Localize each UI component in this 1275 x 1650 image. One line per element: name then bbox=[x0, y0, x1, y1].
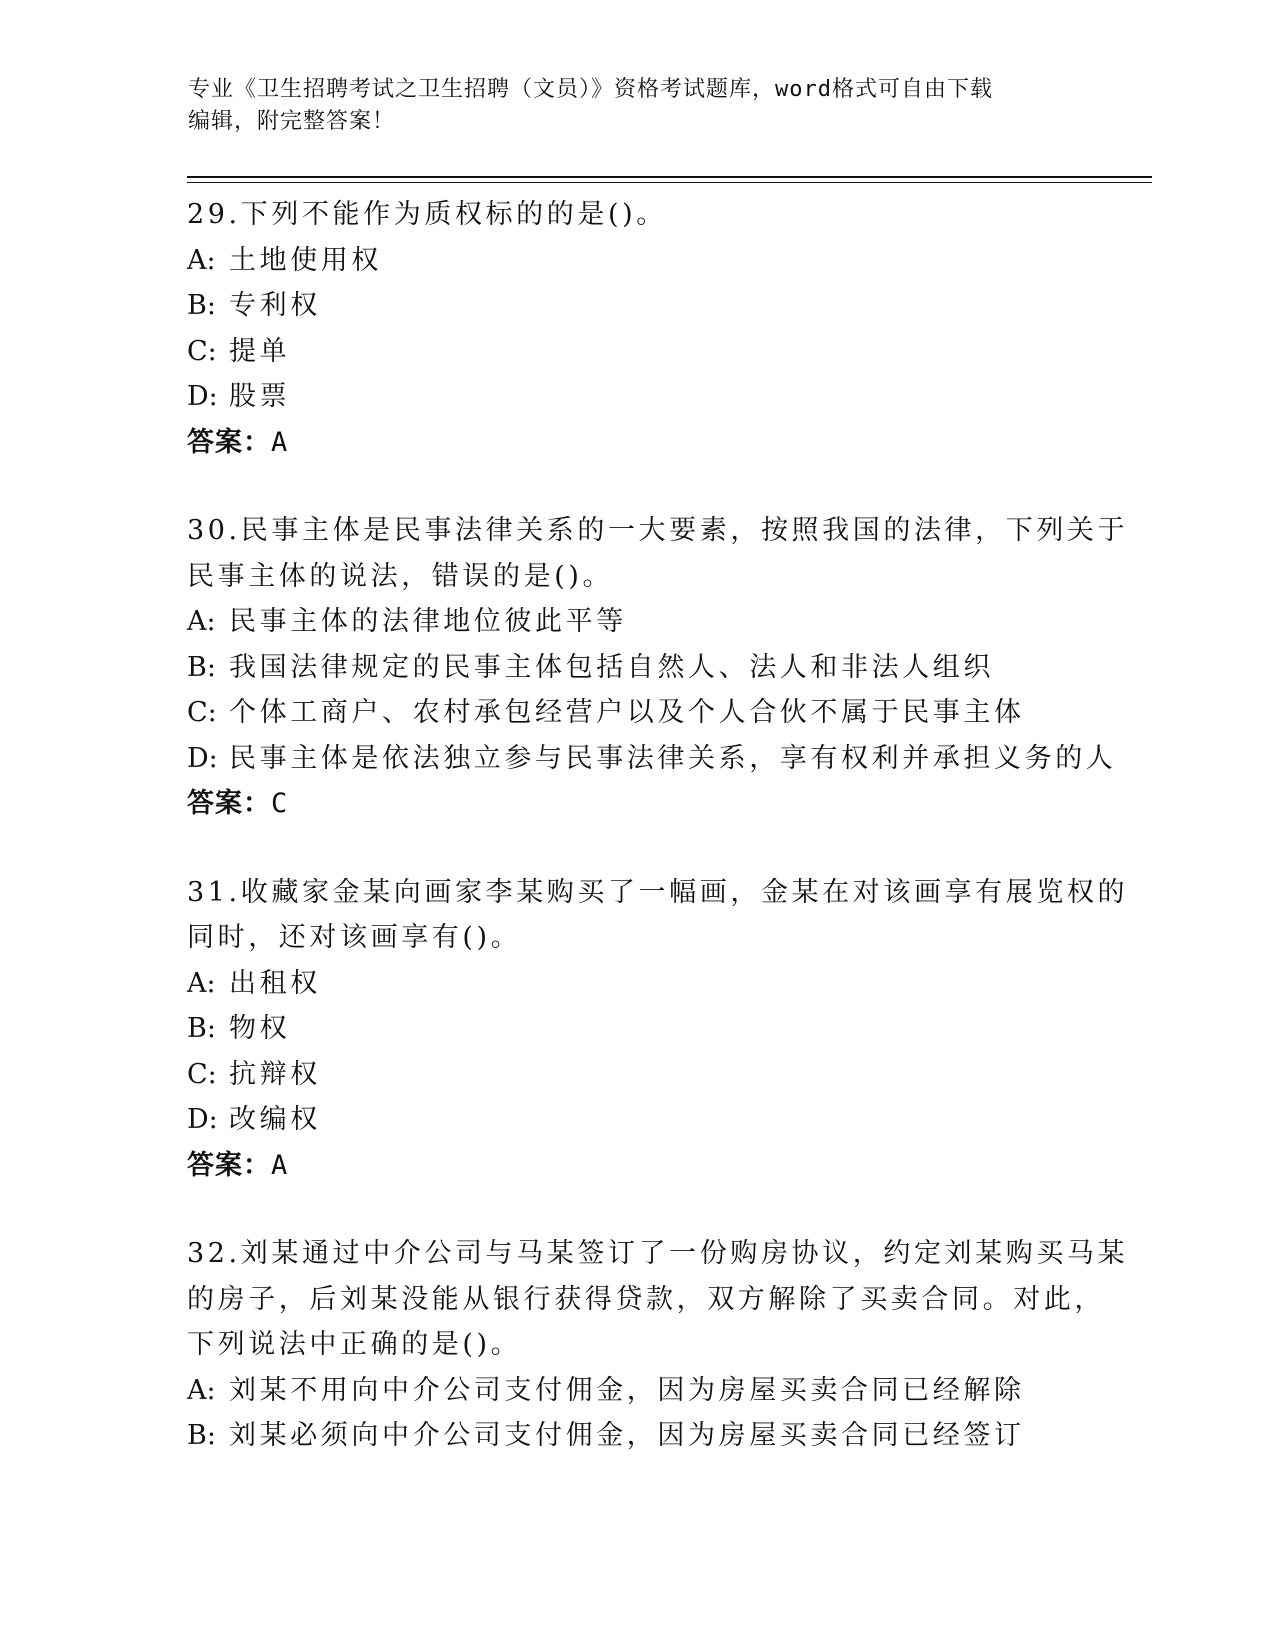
option-key: B: bbox=[187, 1420, 216, 1451]
option-c bbox=[187, 329, 1147, 375]
option-key: D: bbox=[187, 381, 218, 412]
option-d bbox=[187, 736, 1147, 782]
question-31 bbox=[187, 870, 1147, 1189]
option-text: 提单 bbox=[229, 335, 291, 367]
question-29 bbox=[187, 192, 1147, 465]
option-key: B: bbox=[187, 651, 216, 683]
option-text: 专利权 bbox=[229, 290, 321, 321]
answer-label: 答案： bbox=[187, 788, 271, 819]
option-a bbox=[187, 599, 1147, 645]
option-key: D: bbox=[187, 742, 218, 774]
option-text: 民事主体的法律地位彼此平等 bbox=[229, 606, 627, 637]
option-text: 个体工商户、农村承包经营户以及个人合伙不属于民事主体 bbox=[229, 697, 1025, 728]
question-30 bbox=[187, 508, 1147, 827]
option-text: 我国法律规定的民事主体包括自然人、法人和非法人组织 bbox=[229, 651, 994, 683]
option-key: B: bbox=[187, 290, 216, 321]
option-a bbox=[187, 961, 1147, 1007]
option-key: A: bbox=[187, 244, 216, 276]
header-line-1: 专业《卫生招聘考试之卫生招聘（文员）》资格考试题库，word格式可自由下载 bbox=[188, 77, 993, 102]
answer-label: 答案： bbox=[187, 1149, 271, 1181]
option-key: C: bbox=[187, 1058, 217, 1090]
option-b bbox=[187, 645, 1147, 691]
header-divider-thick bbox=[187, 176, 1152, 178]
option-d bbox=[187, 374, 1147, 420]
document-header bbox=[188, 74, 1088, 138]
option-a bbox=[187, 238, 1147, 284]
answer-line bbox=[187, 1143, 1147, 1189]
option-c bbox=[187, 690, 1147, 736]
option-text: 刘某必须向中介公司支付佣金，因为房屋买卖合同已经签订 bbox=[229, 1420, 1025, 1451]
answer-label: 答案： bbox=[187, 426, 271, 458]
question-stem: 的房子，后刘某没能从银行获得贷款，双方解除了买卖合同。对此， bbox=[187, 1283, 1105, 1315]
header-divider-thin bbox=[187, 182, 1152, 183]
option-d bbox=[187, 1097, 1147, 1143]
answer-value: A bbox=[271, 426, 289, 458]
header-line-2: 编辑，附完整答案！ bbox=[188, 109, 396, 134]
option-text: 抗辩权 bbox=[229, 1058, 321, 1090]
question-stem: 下列说法中正确的是()。 bbox=[187, 1329, 522, 1360]
answer-value: C bbox=[271, 788, 289, 819]
answer-line bbox=[187, 781, 1147, 827]
option-text: 股票 bbox=[229, 381, 291, 412]
option-b bbox=[187, 283, 1147, 329]
option-key: A: bbox=[187, 606, 216, 637]
option-c bbox=[187, 1052, 1147, 1098]
answer-value: A bbox=[271, 1149, 289, 1181]
option-key: B: bbox=[187, 1013, 216, 1044]
option-b bbox=[187, 1006, 1147, 1052]
option-b bbox=[187, 1413, 1147, 1459]
option-text: 物权 bbox=[229, 1013, 291, 1044]
question-stem: 29.下列不能作为质权标的的是()。 bbox=[187, 199, 667, 230]
option-text: 刘某不用向中介公司支付佣金，因为房屋买卖合同已经解除 bbox=[229, 1374, 1025, 1406]
option-text: 民事主体是依法独立参与民事法律关系，享有权利并承担义务的人 bbox=[229, 742, 1117, 774]
option-key: D: bbox=[187, 1104, 218, 1135]
question-stem: 30.民事主体是民事法律关系的一大要素，按照我国的法律，下列关于 bbox=[187, 515, 1129, 546]
option-key: C: bbox=[187, 335, 217, 367]
option-key: C: bbox=[187, 697, 217, 728]
option-text: 土地使用权 bbox=[229, 244, 382, 276]
question-stem: 同时，还对该画享有()。 bbox=[187, 922, 522, 953]
question-32 bbox=[187, 1231, 1147, 1459]
option-key: A: bbox=[187, 1374, 216, 1406]
question-stem: 民事主体的说法，错误的是()。 bbox=[187, 560, 614, 592]
option-text: 出租权 bbox=[229, 967, 321, 999]
answer-line bbox=[187, 420, 1147, 466]
question-stem: 32.刘某通过中介公司与马某签订了一份购房协议，约定刘某购买马某 bbox=[187, 1238, 1129, 1269]
question-list bbox=[187, 192, 1147, 1502]
option-text: 改编权 bbox=[229, 1104, 321, 1135]
option-a bbox=[187, 1368, 1147, 1414]
question-stem: 31.收藏家金某向画家李某购买了一幅画，金某在对该画享有展览权的 bbox=[187, 876, 1129, 908]
option-key: A: bbox=[187, 967, 216, 999]
